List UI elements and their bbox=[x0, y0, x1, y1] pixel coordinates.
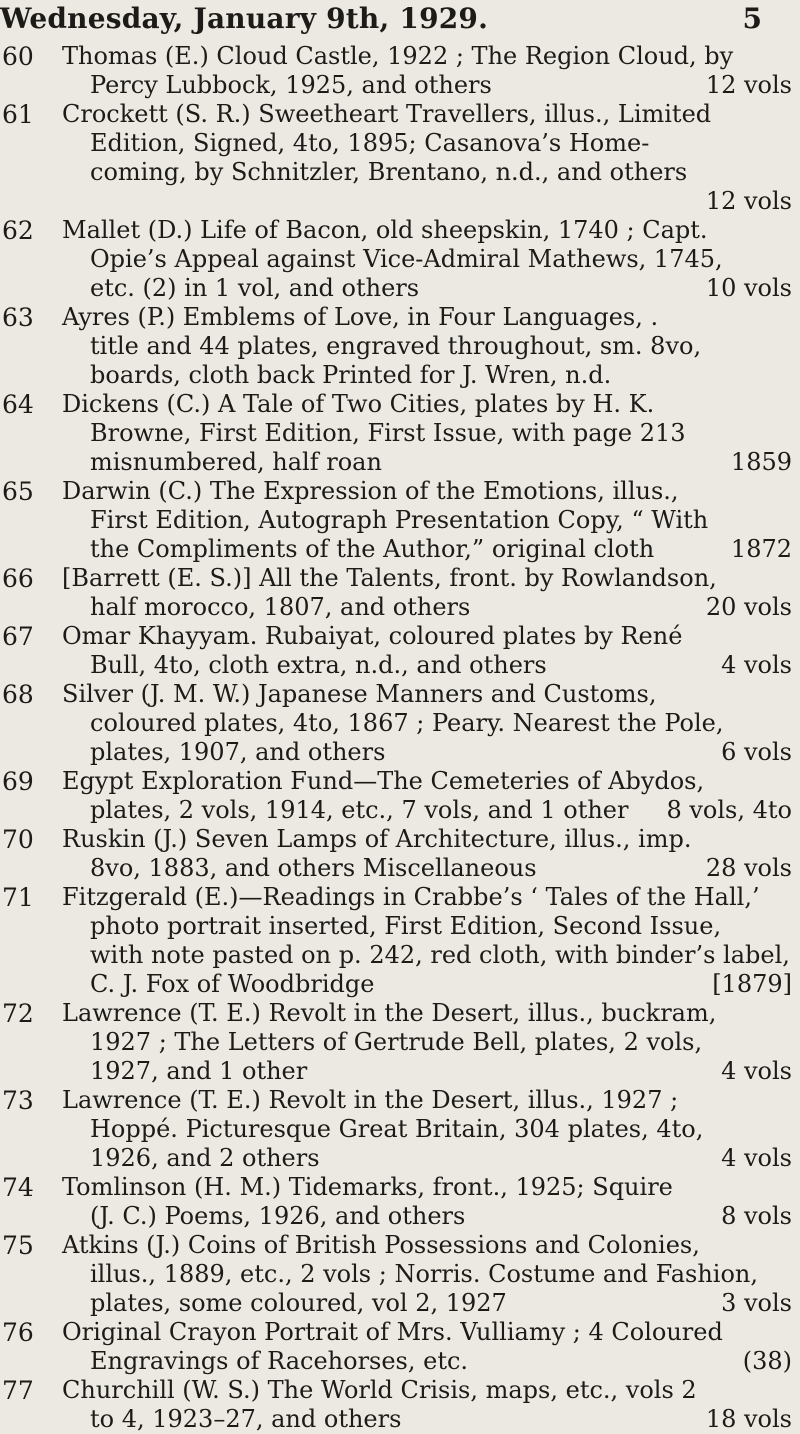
lot-line bbox=[62, 274, 792, 303]
lot-entry bbox=[0, 1376, 800, 1434]
lot-description bbox=[62, 1086, 792, 1173]
lot-line bbox=[62, 245, 792, 274]
lot-description bbox=[62, 1231, 792, 1318]
lot-description bbox=[62, 999, 792, 1086]
lot-line-text: plates, 2 vols, 1914, etc., 7 vols, and 1 other bbox=[90, 796, 629, 824]
lot-description bbox=[62, 883, 792, 999]
lot-description bbox=[62, 390, 792, 477]
lot-entry bbox=[0, 1173, 800, 1231]
lot-line bbox=[62, 970, 792, 999]
lot-entry bbox=[0, 564, 800, 622]
lot-quantity: 20 vols bbox=[705, 593, 792, 621]
lot-line-text: 1927 ; The Letters of Gertrude Bell, plates, 2 vols, bbox=[90, 1028, 703, 1056]
lot-line-text: half morocco, 1807, and others bbox=[90, 593, 471, 621]
lot-number: 60 bbox=[2, 42, 34, 71]
lot-line-text: Thomas (E.) Cloud Castle, 1922 ; The Region Cloud, by bbox=[62, 42, 734, 70]
lot-line-text: Opie’s Appeal against Vice-Admiral Mathews, 1745, bbox=[90, 245, 723, 273]
lot-description bbox=[62, 825, 792, 883]
lot-line bbox=[62, 216, 792, 245]
lot-quantity: 12 vols bbox=[705, 71, 792, 99]
lot-description bbox=[62, 767, 792, 825]
lot-quantity: [1879] bbox=[712, 970, 792, 998]
lot-entry bbox=[0, 999, 800, 1086]
lot-line bbox=[62, 71, 792, 100]
lot-entry bbox=[0, 1318, 800, 1376]
lot-line bbox=[62, 419, 792, 448]
lot-description bbox=[62, 622, 792, 680]
lot-line-text: coloured plates, 4to, 1867 ; Peary. Nearest the Pole, bbox=[90, 709, 724, 737]
lot-number: 77 bbox=[2, 1376, 34, 1405]
lot-line bbox=[62, 854, 792, 883]
lot-description bbox=[62, 100, 792, 216]
lot-line-text: Omar Khayyam. Rubaiyat, coloured plates by René bbox=[62, 622, 683, 650]
lot-line-text: Browne, First Edition, First Issue, with page 213 bbox=[90, 419, 686, 447]
lot-line-text: Egypt Exploration Fund—The Cemeteries of Abydos, bbox=[62, 767, 705, 795]
lot-line bbox=[62, 477, 792, 506]
lot-line bbox=[62, 709, 792, 738]
lot-line-text: [Barrett (E. S.)] All the Talents, front. by Rowlandson, bbox=[62, 564, 717, 592]
lot-entry bbox=[0, 216, 800, 303]
lot-line-text: to 4, 1923–27, and others bbox=[90, 1405, 402, 1433]
lot-line bbox=[62, 738, 792, 767]
lot-line-text: photo portrait inserted, First Edition, Second Issue, bbox=[90, 912, 722, 940]
lot-line bbox=[62, 912, 792, 941]
lot-number: 69 bbox=[2, 767, 34, 796]
lot-number: 72 bbox=[2, 999, 34, 1028]
lot-line bbox=[62, 187, 792, 216]
lot-number: 66 bbox=[2, 564, 34, 593]
lot-line-text: Engravings of Racehorses, etc. bbox=[90, 1347, 469, 1375]
lot-description bbox=[62, 1318, 792, 1376]
lot-line-text: plates, some coloured, vol 2, 1927 bbox=[90, 1289, 507, 1317]
lot-description bbox=[62, 303, 792, 390]
lot-description bbox=[62, 477, 792, 564]
lot-line-text: illus., 1889, etc., 2 vols ; Norris. Costume and Fashion, bbox=[90, 1260, 758, 1288]
lot-quantity: 1859 bbox=[730, 448, 792, 476]
lot-entry bbox=[0, 303, 800, 390]
lot-description bbox=[62, 42, 792, 100]
lot-line bbox=[62, 1202, 792, 1231]
lot-number: 64 bbox=[2, 390, 34, 419]
lot-line-text: with note pasted on p. 242, red cloth, with binder’s label, bbox=[90, 941, 790, 969]
lot-line-text: Lawrence (T. E.) Revolt in the Desert, illus., buckram, bbox=[62, 999, 717, 1027]
lot-description bbox=[62, 564, 792, 622]
lot-line bbox=[62, 1173, 792, 1202]
lot-line bbox=[62, 1086, 792, 1115]
lot-line bbox=[62, 448, 792, 477]
lot-line bbox=[62, 129, 792, 158]
lot-line-text: coming, by Schnitzler, Brentano, n.d., and others bbox=[90, 158, 688, 186]
lot-line-text: boards, cloth back Printed for J. Wren, n.d. bbox=[90, 361, 612, 389]
lot-line-text: title and 44 plates, engraved throughout, sm. 8vo, bbox=[90, 332, 702, 360]
lot-quantity: 4 vols bbox=[721, 651, 792, 679]
lot-line bbox=[62, 535, 792, 564]
lot-quantity: 10 vols bbox=[705, 274, 792, 302]
lot-entry bbox=[0, 1231, 800, 1318]
lot-line bbox=[62, 100, 792, 129]
lot-number: 76 bbox=[2, 1318, 34, 1347]
lot-line-text: Fitzgerald (E.)—Readings in Crabbe’s ‘ Tales of the Hall,’ bbox=[62, 883, 760, 911]
lot-line-text: Percy Lubbock, 1925, and others bbox=[90, 71, 492, 99]
page-title: Wednesday, January 9th, 1929. bbox=[0, 2, 489, 35]
lot-line-text: etc. (2) in 1 vol, and others bbox=[90, 274, 420, 302]
lot-line bbox=[62, 1028, 792, 1057]
lot-quantity: 8 vols, 4to bbox=[666, 796, 792, 824]
lot-number: 71 bbox=[2, 883, 34, 912]
lot-entry bbox=[0, 622, 800, 680]
lot-number: 70 bbox=[2, 825, 34, 854]
lot-line-text: misnumbered, half roan bbox=[90, 448, 382, 476]
lot-line-text: Lawrence (T. E.) Revolt in the Desert, illus., 1927 ; bbox=[62, 1086, 679, 1114]
lot-line bbox=[62, 1260, 792, 1289]
lot-line-text: Mallet (D.) Life of Bacon, old sheepskin, 1740 ; Capt. bbox=[62, 216, 708, 244]
lot-entry bbox=[0, 680, 800, 767]
lot-entry bbox=[0, 825, 800, 883]
lot-line bbox=[62, 680, 792, 709]
lot-line bbox=[62, 1376, 792, 1405]
lot-entry bbox=[0, 100, 800, 216]
lot-description bbox=[62, 1173, 792, 1231]
lot-line-text: plates, 1907, and others bbox=[90, 738, 386, 766]
lot-line bbox=[62, 303, 792, 332]
lot-quantity: 28 vols bbox=[705, 854, 792, 882]
lot-line bbox=[62, 999, 792, 1028]
lot-line bbox=[62, 1231, 792, 1260]
lot-entry bbox=[0, 390, 800, 477]
lot-list bbox=[0, 42, 800, 1434]
lot-line-text: 1926, and 2 others bbox=[90, 1144, 320, 1172]
lot-description bbox=[62, 1376, 792, 1434]
lot-number: 61 bbox=[2, 100, 34, 129]
lot-line bbox=[62, 622, 792, 651]
lot-line bbox=[62, 564, 792, 593]
lot-entry bbox=[0, 1086, 800, 1173]
lot-line bbox=[62, 1347, 792, 1376]
page-header bbox=[0, 2, 790, 40]
lot-line-text: Original Crayon Portrait of Mrs. Vulliamy ; 4 Coloured bbox=[62, 1318, 723, 1346]
lot-quantity: (38) bbox=[742, 1347, 792, 1375]
lot-line-text: C. J. Fox of Woodbridge bbox=[90, 970, 375, 998]
lot-line-text: Hoppé. Picturesque Great Britain, 304 plates, 4to, bbox=[90, 1115, 704, 1143]
lot-line-text: Tomlinson (H. M.) Tidemarks, front., 1925; Squire bbox=[62, 1173, 673, 1201]
lot-line-text: Edition, Signed, 4to, 1895; Casanova’s Home- bbox=[90, 129, 650, 157]
lot-line bbox=[62, 361, 792, 390]
lot-line bbox=[62, 767, 792, 796]
lot-line-text: Darwin (C.) The Expression of the Emotions, illus., bbox=[62, 477, 679, 505]
lot-line bbox=[62, 1115, 792, 1144]
lot-line-text: Bull, 4to, cloth extra, n.d., and others bbox=[90, 651, 547, 679]
lot-line bbox=[62, 390, 792, 419]
lot-quantity: 4 vols bbox=[721, 1057, 792, 1085]
lot-quantity: 18 vols bbox=[705, 1405, 792, 1433]
lot-number: 73 bbox=[2, 1086, 34, 1115]
lot-line-text: Crockett (S. R.) Sweetheart Travellers, illus., Limited bbox=[62, 100, 712, 128]
lot-line-text: 8vo, 1883, and others Miscellaneous bbox=[90, 854, 537, 882]
lot-line bbox=[62, 941, 792, 970]
lot-line bbox=[62, 651, 792, 680]
lot-entry bbox=[0, 477, 800, 564]
lot-quantity: 3 vols bbox=[721, 1289, 792, 1317]
lot-line bbox=[62, 883, 792, 912]
lot-line-text: Ruskin (J.) Seven Lamps of Architecture, illus., imp. bbox=[62, 825, 692, 853]
lot-line bbox=[62, 593, 792, 622]
lot-line bbox=[62, 42, 792, 71]
lot-line-text: Silver (J. M. W.) Japanese Manners and Customs, bbox=[62, 680, 657, 708]
lot-line-text: 1927, and 1 other bbox=[90, 1057, 308, 1085]
lot-quantity: 4 vols bbox=[721, 1144, 792, 1172]
lot-number: 74 bbox=[2, 1173, 34, 1202]
lot-line bbox=[62, 1405, 792, 1434]
lot-number: 63 bbox=[2, 303, 34, 332]
lot-line bbox=[62, 796, 792, 825]
lot-line-text: the Compliments of the Author,” original cloth bbox=[90, 535, 655, 563]
lot-quantity: 6 vols bbox=[721, 738, 792, 766]
lot-entry bbox=[0, 883, 800, 999]
lot-entry bbox=[0, 767, 800, 825]
lot-line bbox=[62, 158, 792, 187]
lot-number: 62 bbox=[2, 216, 34, 245]
lot-line-text: Atkins (J.) Coins of British Possessions and Colonies, bbox=[62, 1231, 700, 1259]
lot-line-text: Churchill (W. S.) The World Crisis, maps, etc., vols 2 bbox=[62, 1376, 697, 1404]
lot-line-text: Dickens (C.) A Tale of Two Cities, plates by H. K. bbox=[62, 390, 655, 418]
lot-line bbox=[62, 1318, 792, 1347]
lot-quantity: 1872 bbox=[730, 535, 792, 563]
lot-line bbox=[62, 1144, 792, 1173]
lot-quantity: 8 vols bbox=[721, 1202, 792, 1230]
lot-number: 68 bbox=[2, 680, 34, 709]
lot-quantity: 12 vols bbox=[705, 187, 792, 215]
lot-line bbox=[62, 332, 792, 361]
lot-line bbox=[62, 506, 792, 535]
lot-number: 65 bbox=[2, 477, 34, 506]
lot-line bbox=[62, 1057, 792, 1086]
lot-line-text: Ayres (P.) Emblems of Love, in Four Languages, . bbox=[62, 303, 659, 331]
lot-line-text: (J. C.) Poems, 1926, and others bbox=[90, 1202, 466, 1230]
lot-entry bbox=[0, 42, 800, 100]
lot-line bbox=[62, 1289, 792, 1318]
lot-number: 67 bbox=[2, 622, 34, 651]
lot-line bbox=[62, 825, 792, 854]
lot-number: 75 bbox=[2, 1231, 34, 1260]
lot-description bbox=[62, 680, 792, 767]
page-number: 5 bbox=[742, 2, 762, 35]
lot-description bbox=[62, 216, 792, 303]
lot-line-text: First Edition, Autograph Presentation Copy, “ With bbox=[90, 506, 709, 534]
